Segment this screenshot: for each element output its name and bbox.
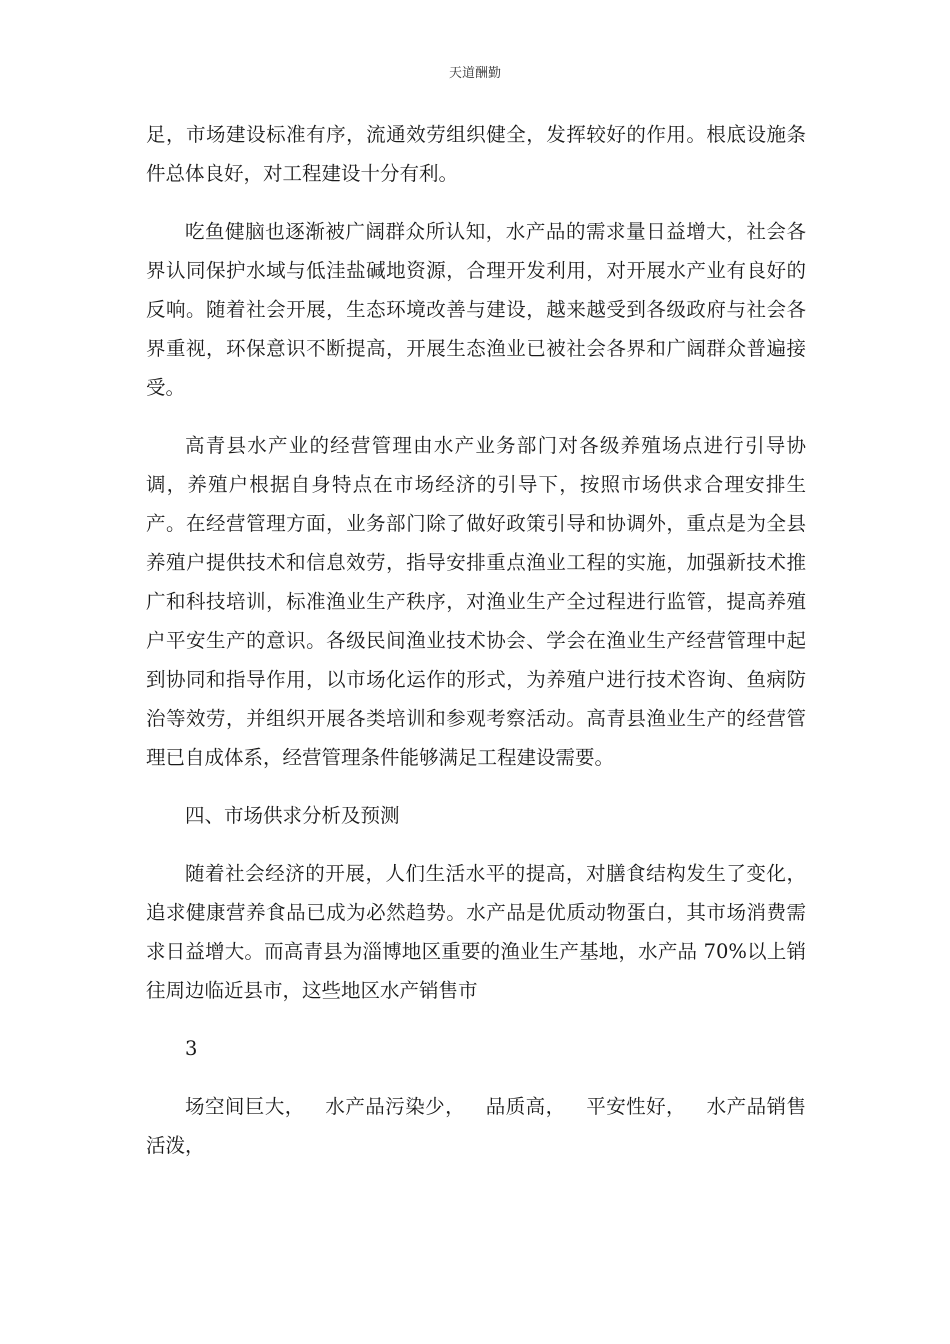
paragraph-2: 吃鱼健脑也逐渐被广阔群众所认知，水产品的需求量日益增大，社会各界认同保护水域与低洼盐碱地资源，合理开发利用，对开展水产业有良好的反响。随着社会开展，生态环境改善与建设，越来越受到各级政府与社会各界重视，环保意识不断提高，开展生态渔业已被社会各界和广阔群众普遍接受。 (146, 220, 806, 399)
document-body (146, 115, 806, 1184)
paragraph-5: 场空间巨大， 水产品污染少， 品质高， 平安性好， 水产品销售活泼， (146, 1095, 806, 1157)
page-number: 3 (185, 1037, 198, 1060)
paragraph-1: 足，市场建设标准有序，流通效劳组织健全，发挥较好的作用。根底设施条件总体良好，对工程建设十分有利。 (146, 123, 806, 185)
page-header: 天道酬勤 (448, 66, 501, 81)
paragraph-4: 随着社会经济的开展，人们生活水平的提高，对膳食结构发生了变化，追求健康营养食品已成为必然趋势。水产品是优质动物蛋白，其市场消费需求日益增大。而高青县为淄博地区重要的渔业生产基地，水产品 70%以上销往周边临近县市，这些地区水产销售市 (146, 862, 806, 1002)
paragraph-3: 高青县水产业的经营管理由水产业务部门对各级养殖场点进行引导协调，养殖户根据自身特点在市场经济的引导下，按照市场供求合理安排生产。在经营管理方面，业务部门除了做好政策引导和协调外，重点是为全县养殖户提供技术和信息效劳，指导安排重点渔业工程的实施，加强新技术推广和科技培训，标准渔业生产秩序，对渔业生产全过程进行监管，提高养殖户平安生产的意识。各级民间渔业技术协会、学会在渔业生产经营管理中起到协同和指导作用，以市场化运作的形式，为养殖户进行技术咨询、鱼病防治等效劳，并组织开展各类培训和参观考察活动。高青县渔业生产的经营管理已自成体系，经营管理条件能够满足工程建设需要。 (146, 434, 806, 769)
section-heading: 四、市场供求分析及预测 (185, 804, 400, 827)
